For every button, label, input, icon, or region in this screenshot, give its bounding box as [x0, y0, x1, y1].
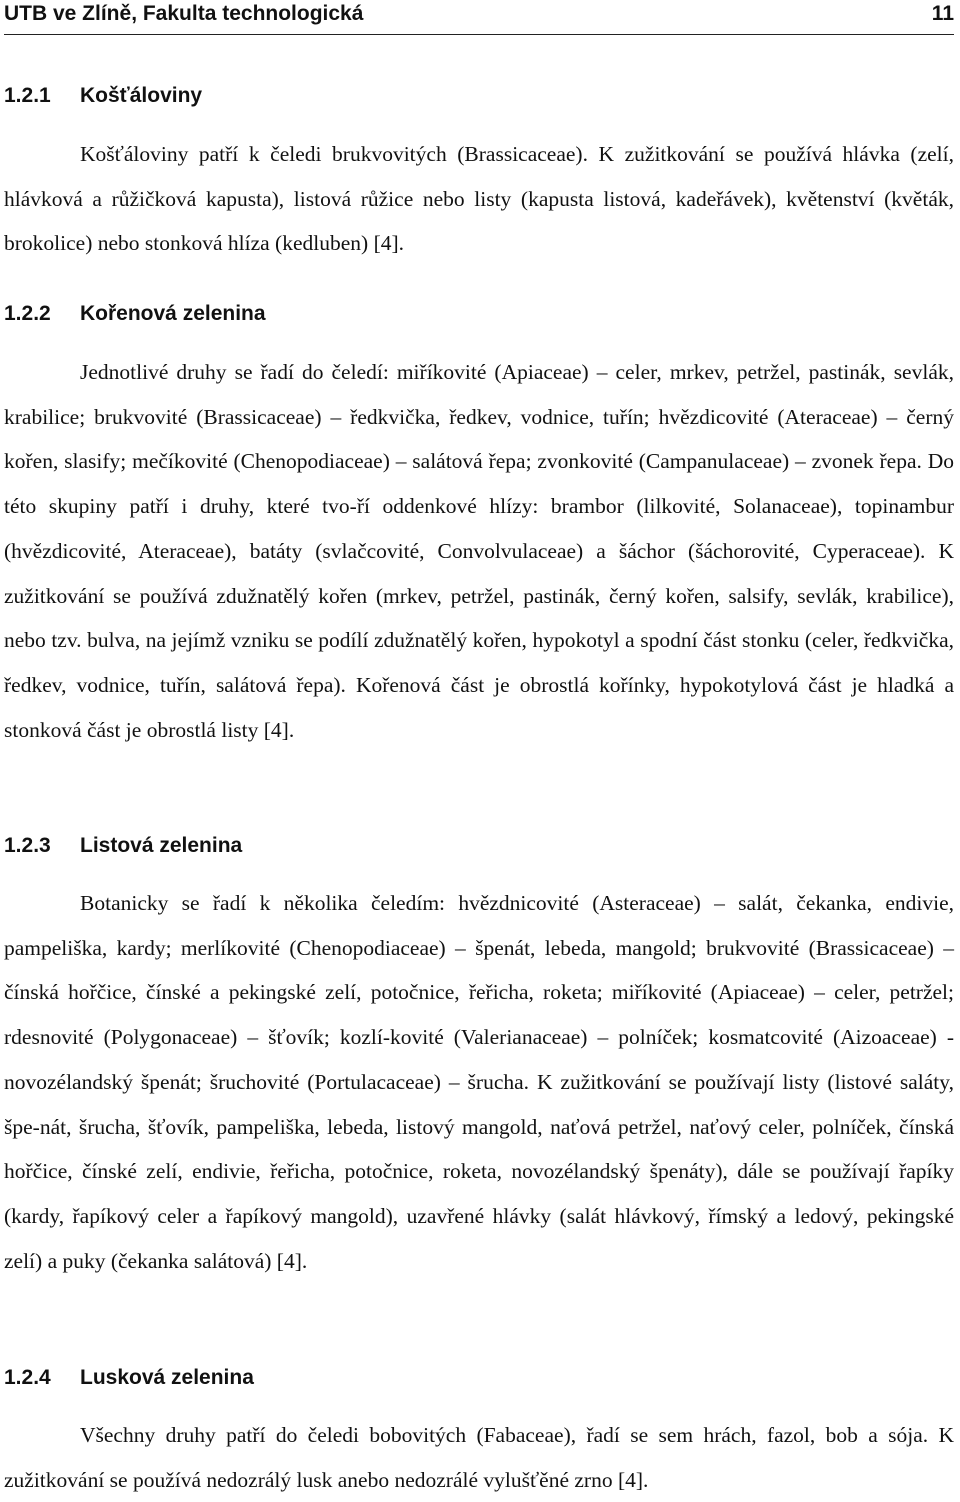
section-heading-kostaloviny — [4, 82, 202, 110]
section-title: Listová zelenina — [80, 834, 243, 857]
page-number: 11 — [931, 2, 954, 25]
section-number: 1.2.3 — [4, 834, 51, 857]
header-title: UTB ve Zlíně, Fakulta technologická — [4, 2, 364, 25]
section-paragraph-listova-zelenina: Botanicky se řadí k několika čeledím: hvězdnicovité (Asteraceae) – salát, čekanka, endivie, pampeliška, kardy; merlíkovité (Chenopodiaceae) – špenát, lebeda, mangold; brukvovité (Brassicaceae) – čínská hořčice, čínské a pekingské zelí, potočnice, řeřicha, roketa; miříkovité (Apiaceae) – celer, petržel; rdesnovité (Polygonaceae) – šťovík; kozlí-kovité (Valerianaceae) – polníček; kosmatcovité (Aizoaceae) - novozélandský špenát; šruchovité (Portulacaceae) – šrucha. K zužitkování se používají listy (listové saláty, špe-nát, šrucha, šťovík, pampeliška, lebeda, listový mangold, naťová petržel, naťový celer, polníček, čínská hořčice, čínské zelí, endivie, řeřicha, potočnice, roketa, novozélandský špenáty), dále se používají řapíky (kardy, řapíkový celer a řapíkový mangold), uzavřené hlávky (salát hlávkový, římský a ledový, pekingské zelí) a puky (čekanka salátová) [4]. — [4, 891, 954, 1273]
section-paragraph-korenova-zelenina: Jednotlivé druhy se řadí do čeledí: miříkovité (Apiaceae) – celer, mrkev, petržel, pastinák, sevlák, krabilice; brukvovité (Brassicaceae) – ředkvička, ředkev, vodnice, tuřín; hvězdicovité (Ateraceae) – černý kořen, slasify; mečíkovité (Chenopodiaceae) – salátová řepa; zvonkovité (Campanulaceae) – zvonek řepa. Do této skupiny patří i druhy, které tvo-ří oddenkové hlízy: brambor (lilkovité, Solanaceae), topinambur (hvězdicovité, Ateraceae), batáty (svlačcovité, Convolvulaceae) a šáchor (šáchorovité, Cyperaceae). K zužitkování se používá zdužnatělý kořen (mrkev, petržel, pastinák, černý kořen, salsify, sevlák, krabilice), nebo tzv. bulva, na jejímž vzniku se podílí zdužnatělý kořen, hypokotyl a spodní část stonku (celer, ředkvička, ředkev, vodnice, tuřín, salátová řepa). Kořenová část je obrostlá kořínky, hypokotylová část je hladká a stonková část je obrostlá listy [4]. — [4, 360, 954, 742]
section-heading-listova-zelenina — [4, 832, 242, 860]
section-number: 1.2.2 — [4, 302, 51, 325]
section-paragraph-kostaloviny: Košťáloviny patří k čeledi brukvovitých (Brassicaceae). K zužitkování se používá hlávka (zelí, hlávková a růžičková kapusta), listová růžice nebo listy (kapusta listová, kadeřávek), květenství (květák, brokolice) nebo stonková hlíza (kedluben) [4]. — [4, 142, 954, 256]
section-title: Košťáloviny — [80, 84, 203, 107]
section-heading-korenova-zelenina — [4, 300, 266, 328]
section-heading-luskova-zelenina — [4, 1364, 254, 1392]
section-number: 1.2.4 — [4, 1366, 51, 1389]
section-title: Kořenová zelenina — [80, 302, 266, 325]
running-header — [4, 0, 954, 35]
section-paragraph-luskova-zelenina: Všechny druhy patří do čeledi bobovitých (Fabaceae), řadí se sem hrách, fazol, bob a sója. K zužitkování se používá nedozrálý lusk anebo nedozrálé vylušťěné zrno [4]. — [4, 1423, 954, 1492]
section-title: Lusková zelenina — [80, 1366, 254, 1389]
section-number: 1.2.1 — [4, 84, 51, 107]
